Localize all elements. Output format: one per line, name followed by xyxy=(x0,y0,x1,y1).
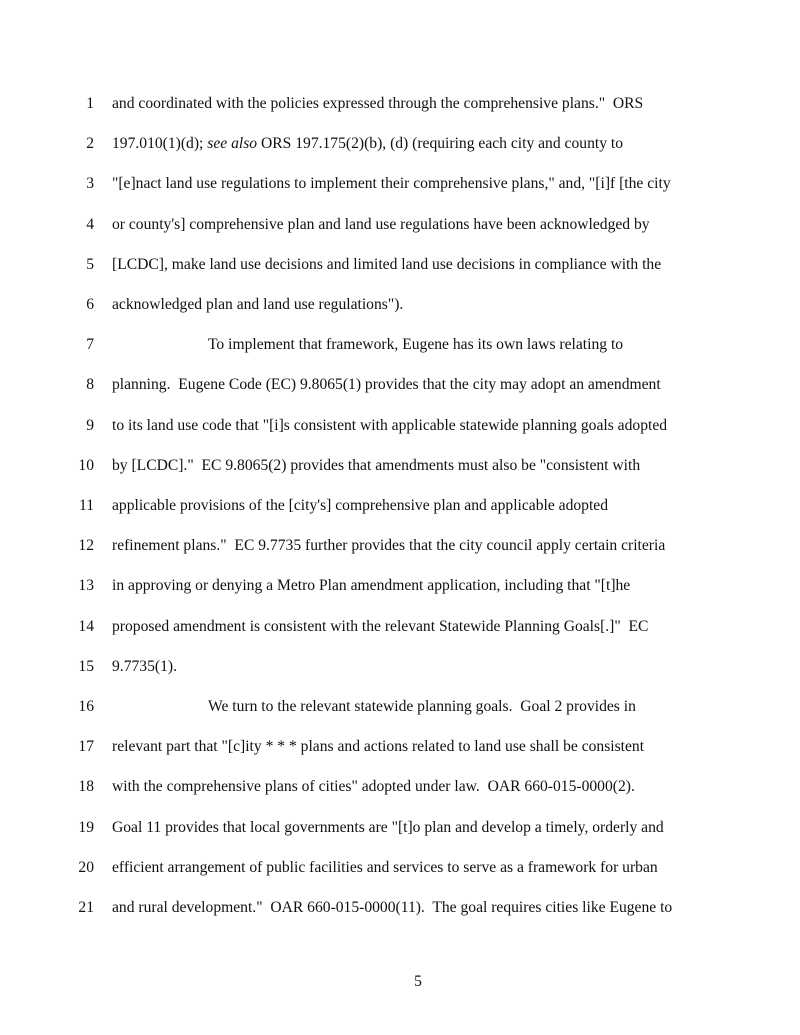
line-text xyxy=(112,92,643,116)
line-text xyxy=(112,534,665,558)
document-line xyxy=(0,735,800,759)
line-text xyxy=(208,333,623,357)
line-text xyxy=(208,695,636,719)
line-number: 2 xyxy=(86,135,94,153)
document-line xyxy=(0,816,800,840)
line-number: 1 xyxy=(86,95,94,112)
line-text xyxy=(112,896,672,920)
text-segment: by [LCDC]." EC 9.8065(2) provides that amendments must also be "consistent with xyxy=(112,456,641,474)
line-number: 3 xyxy=(86,175,94,193)
text-segment: relevant part that "[c]ity * * * plans and actions related to land use shall be consistent xyxy=(112,738,645,756)
line-text xyxy=(112,856,658,880)
document-line xyxy=(0,856,800,880)
document-line xyxy=(0,293,800,317)
line-number: 19 xyxy=(78,818,94,836)
line-text xyxy=(112,213,650,237)
text-segment: Goal 11 provides that local governments are "[t]o plan and develop a timely, orderly and xyxy=(112,818,664,836)
line-number: 14 xyxy=(78,617,94,635)
line-number: 15 xyxy=(78,657,94,675)
line-number: 21 xyxy=(78,899,94,916)
document-line xyxy=(0,695,800,719)
line-number: 5 xyxy=(86,255,94,273)
text-segment: 9.7735(1). xyxy=(112,657,177,675)
line-number: 16 xyxy=(78,698,94,715)
text-segment: with the comprehensive plans of cities" adopted under law. OAR 660-015-0000(2). xyxy=(112,778,635,796)
text-segment: applicable provisions of the [city's] comprehensive plan and applicable adopted xyxy=(112,497,609,514)
line-number: 9 xyxy=(86,416,94,434)
text-segment: refinement plans." EC 9.7735 further provides that the city council apply certain criteria xyxy=(112,537,666,555)
text-segment: 197.010(1)(d); xyxy=(112,135,208,153)
document-line xyxy=(0,896,800,920)
line-text xyxy=(112,615,648,639)
line-text xyxy=(112,454,640,478)
line-text xyxy=(112,172,671,196)
text-segment: to its land use code that "[i]s consistent with applicable statewide planning goals adopted xyxy=(112,416,668,434)
text-segment: We turn to the relevant statewide planning goals. Goal 2 provides in xyxy=(208,698,636,715)
line-number: 6 xyxy=(86,296,94,313)
document-line xyxy=(0,534,800,558)
text-segment: and rural development." OAR 660-015-0000(11). The goal requires cities like Eugene to xyxy=(112,899,673,916)
line-number: 7 xyxy=(86,336,94,354)
text-segment: or county's] comprehensive plan and land use regulations have been acknowledged by xyxy=(112,215,650,233)
line-number: 4 xyxy=(86,215,94,233)
document-line xyxy=(0,172,800,196)
line-number: 17 xyxy=(78,738,94,756)
text-segment: "[e]nact land use regulations to implement their comprehensive plans," and, "[i]f [the city xyxy=(112,175,671,193)
line-text xyxy=(112,735,644,759)
document-line xyxy=(0,132,800,156)
document-line xyxy=(0,574,800,598)
line-text xyxy=(112,655,177,679)
line-number: 18 xyxy=(78,778,94,796)
document-line xyxy=(0,333,800,357)
line-text xyxy=(112,373,661,397)
line-text xyxy=(112,574,630,598)
text-segment: acknowledged plan and land use regulations"). xyxy=(112,296,404,313)
document-line xyxy=(0,253,800,277)
document-line xyxy=(0,92,800,116)
document-line xyxy=(0,775,800,799)
page-number: 5 xyxy=(414,973,422,990)
document-line xyxy=(0,373,800,397)
text-segment: efficient arrangement of public facilities and services to serve as a framework for urban xyxy=(112,858,658,876)
line-text xyxy=(112,494,608,518)
line-number: 11 xyxy=(78,497,94,514)
text-segment: To implement that framework, Eugene has its own laws relating to xyxy=(208,336,624,354)
document-line xyxy=(0,213,800,237)
text-segment: planning. Eugene Code (EC) 9.8065(1) provides that the city may adopt an amendment xyxy=(112,376,661,394)
line-text xyxy=(112,414,667,438)
text-segment: and coordinated with the policies expressed through the comprehensive plans." ORS xyxy=(112,95,644,112)
line-number: 8 xyxy=(86,376,94,394)
line-text xyxy=(112,816,664,840)
text-segment: ORS 197.175(2)(b), (d) (requiring each city and county to xyxy=(257,135,624,153)
line-number: 10 xyxy=(78,456,94,474)
document-line xyxy=(0,655,800,679)
line-text xyxy=(112,253,661,277)
line-number: 13 xyxy=(78,577,94,595)
text-segment: in approving or denying a Metro Plan amendment application, including that "[t]he xyxy=(112,577,631,595)
text-segment: proposed amendment is consistent with the relevant Statewide Planning Goals[.]" EC xyxy=(112,617,649,635)
line-text xyxy=(112,132,623,156)
line-text xyxy=(112,775,635,799)
document-line xyxy=(0,414,800,438)
text-segment: [LCDC], make land use decisions and limited land use decisions in compliance with the xyxy=(112,255,662,273)
italic-text-segment: see also xyxy=(207,135,258,153)
document-line xyxy=(0,454,800,478)
line-number: 20 xyxy=(78,858,94,876)
line-number: 12 xyxy=(78,537,94,555)
line-text xyxy=(112,293,403,317)
document-line xyxy=(0,615,800,639)
document-line xyxy=(0,494,800,518)
